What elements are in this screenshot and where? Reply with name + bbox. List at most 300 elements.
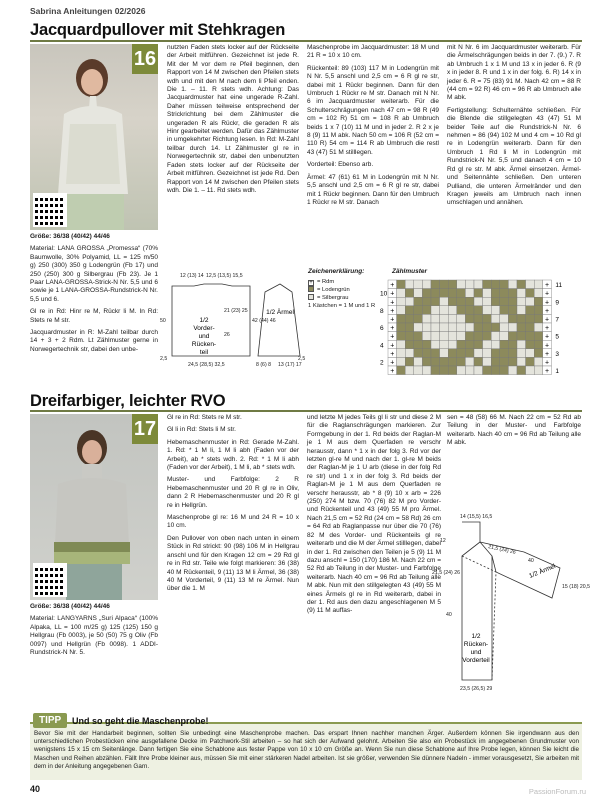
chart-cell xyxy=(474,306,483,315)
chart-cell xyxy=(465,280,474,289)
chart-cell xyxy=(534,314,543,323)
chart-cell xyxy=(414,366,423,375)
chart-cell xyxy=(397,366,406,375)
chart-cell xyxy=(414,306,423,315)
chart-cell xyxy=(526,340,535,349)
chart-cell xyxy=(397,349,406,358)
dim-hem2: 2,5 xyxy=(298,356,306,362)
article1-col2 xyxy=(167,44,299,199)
chart-cell xyxy=(397,306,406,315)
chart-cell xyxy=(448,323,457,332)
raglan-text: und letzte M jedes Teils gl li str und diese 2 M für die Raglanschrägungen markieren. Zur Formgebung in der 1. Rd beids der Raglan-M je 1 M aus dem Querfaden re verschr herausstr, dann * 1 x in der folg 3. Rd vor der letzten gl-re M und nach der 1. gl-re M beids der Raglan-M je 1 U arb (diese in der folg Rd re str) und 1 x in der folg 3. Rd beids der Raglan-M je 1 M aus dem Querfaden re verschr herausstr, ab * 8 (9) 10 x arb = 226 (250) 274 M bzw. 70 (76) 82 M pro Vorder- und Rückenteil und 43 (49) 55 M pro Ärmel. Nach 21,5 cm = 52 Rd (24 cm = 58 Rd) 26 cm = 64 Rd ab Raglanpasse nur über die 70 (76) 82 M des Vorder- und Rückenteils gl re weiterarb und die M der Ärmel stilllegen, dabei in der 1. Rd zwischen den Teilen je 5 (9) 11 M dazu anschl = 150 (170) 186 M. Nach 22 cm = 52 Rd ab Teilung in der Muster- und Farbfolge weiterarb. Nach 40 cm = 96 Rd ab Teilung alle M abk. Nun mit den stillgelegten 43 (49) 55 M eines Ärmels gl re in Rd weiterarb, dabei in der 1. Rd aus den dazu angeschlagenen M 5 (9) 11 M auffas- xyxy=(307,414,441,615)
chart-cell xyxy=(448,280,457,289)
legend-title: Zeichenerklärung: xyxy=(308,268,365,275)
chart-cell xyxy=(483,297,492,306)
instructions-text: Den Pullover von oben nach unten in einem Stück in Rd strickt: 90 (98) 106 M in Hellgrau anschl und für den Kragen 12 cm = 29 Rd gl re in Rd str. Teile wie folgt markieren: 36 (38) 40 M Rückenteil, 9 (11) 13 M li Ärmel, 36 (38) 40 M Vorderteil, 9 (11) 13 M re Ärmel. Nun über die 1. M xyxy=(167,534,299,593)
rdm-mark: + xyxy=(390,307,395,315)
chart-cell xyxy=(534,357,543,366)
chart-cell xyxy=(440,323,449,332)
chart-cell xyxy=(440,357,449,366)
chart-cell xyxy=(517,366,526,375)
article1-col1 xyxy=(30,233,158,358)
row-label: 4 xyxy=(380,342,384,350)
rdm-mark: + xyxy=(545,342,550,350)
chart-cell xyxy=(422,357,431,366)
rdm-mark: + xyxy=(545,333,550,341)
dim2-raglan-r: 21,5 (24) 26 xyxy=(487,544,517,556)
article2-rule xyxy=(30,410,582,412)
chart-cell xyxy=(465,289,474,298)
chart-cell xyxy=(457,357,466,366)
dim2-sleeve-len: 40 xyxy=(528,558,534,564)
chart-cell xyxy=(500,314,509,323)
chart-cell xyxy=(517,314,526,323)
article2-col1 xyxy=(30,603,158,661)
chart-cell xyxy=(483,314,492,323)
chart-cell xyxy=(491,349,500,358)
chart-cell xyxy=(500,332,509,341)
dim-height: 26 xyxy=(224,332,230,338)
chart-cell xyxy=(414,314,423,323)
gl-re-rd: Gl re in Rd: Stets re M str. xyxy=(167,414,242,421)
chart-cell xyxy=(440,340,449,349)
chart-cell xyxy=(474,366,483,375)
chart-cell xyxy=(483,280,492,289)
legend-rdm-swatch: + xyxy=(309,280,313,286)
chart-cell xyxy=(483,306,492,315)
dim2-body-h: 40 xyxy=(446,612,452,618)
chart-cell xyxy=(508,323,517,332)
chart-cell xyxy=(457,314,466,323)
dim-width: 50 xyxy=(160,318,166,324)
chart-cell xyxy=(474,297,483,306)
gauge-text: Maschenprobe im Jacquardmuster: 18 M und 21 R = 10 x 10 cm. xyxy=(307,44,439,60)
chart-cell xyxy=(474,323,483,332)
chart-cell xyxy=(397,314,406,323)
chart-cell xyxy=(500,340,509,349)
sizes-text: Größe: 36/38 (40/42) 44/46 xyxy=(30,233,110,240)
chart-cell xyxy=(457,332,466,341)
chart-cell xyxy=(474,289,483,298)
chart-cell xyxy=(431,366,440,375)
schematic1-body-label5: teil xyxy=(199,349,209,356)
chart-cell xyxy=(457,366,466,375)
rdm-mark: + xyxy=(390,350,395,358)
qr-code-icon[interactable] xyxy=(33,193,67,227)
chart-cell xyxy=(491,323,500,332)
chart-cell xyxy=(500,289,509,298)
chart-cell xyxy=(405,323,414,332)
chart-cell xyxy=(526,332,535,341)
row-label: 10 xyxy=(380,290,388,298)
chart-cell xyxy=(457,349,466,358)
chart-cell xyxy=(491,366,500,375)
chart-cell xyxy=(534,366,543,375)
chart-cell xyxy=(405,297,414,306)
row-label: 6 xyxy=(380,325,384,333)
row-label: 7 xyxy=(555,316,560,324)
dim-shoulder: 12 (13) 14 xyxy=(180,273,204,279)
legend-silver: = Silbergrau xyxy=(308,294,375,302)
rdm-mark: + xyxy=(545,350,550,358)
schematic1-body-label4: Rücken- xyxy=(191,341,217,348)
sleeve2-text: sen = 48 (58) 66 M. Nach 22 cm = 52 Rd ab Teilung in der Muster- und Farbfolge weiterarb. Nach 40 cm = 96 Rd ab Teilung alle M abk. xyxy=(447,414,581,447)
chart-cell xyxy=(508,314,517,323)
chart-cell xyxy=(508,289,517,298)
chart-cell xyxy=(448,306,457,315)
chart-cell xyxy=(517,332,526,341)
chart-cell xyxy=(448,314,457,323)
tip-tag: TIPP xyxy=(33,713,67,728)
chart-cell xyxy=(474,280,483,289)
chart-cell xyxy=(508,297,517,306)
chart-cell xyxy=(431,349,440,358)
chart-cell xyxy=(440,349,449,358)
chart-cell xyxy=(448,349,457,358)
chart-cell xyxy=(508,340,517,349)
pattern-number-badge-2: 17 xyxy=(132,414,158,444)
chart-cell xyxy=(457,323,466,332)
chart-cell xyxy=(526,306,535,315)
article2-col4 xyxy=(447,414,581,452)
chart-cell xyxy=(517,357,526,366)
schematic2-body-label: 1/2 xyxy=(471,633,481,640)
dim-hem1: 2,5 xyxy=(160,356,168,362)
chart-cell xyxy=(526,280,535,289)
chart-cell xyxy=(500,297,509,306)
chart-cell xyxy=(465,306,474,315)
chart-cell xyxy=(483,366,492,375)
chart-cell xyxy=(448,289,457,298)
chart-cell xyxy=(431,297,440,306)
dim-sleeve-bot2: 13 (17) 17 xyxy=(278,362,302,368)
rdm-mark: + xyxy=(545,307,550,315)
rdm-mark: + xyxy=(390,342,395,350)
legend-silver-swatch xyxy=(308,294,314,300)
chart-cell xyxy=(526,314,535,323)
chart-cell xyxy=(422,306,431,315)
chart-cell xyxy=(440,366,449,375)
rdm-mark: + xyxy=(390,368,395,376)
chart-cell xyxy=(483,289,492,298)
sizes2-text: Größe: 36/38 (40/42) 44/46 xyxy=(30,603,110,610)
chart-cell xyxy=(422,289,431,298)
dim-sleeve-bot: 8 (6) 8 xyxy=(256,362,271,368)
qr-code-icon-2[interactable] xyxy=(33,563,67,597)
chart-cell xyxy=(534,332,543,341)
chart-cell xyxy=(431,340,440,349)
chart-cell xyxy=(483,357,492,366)
chart-cell xyxy=(431,332,440,341)
chart-cell xyxy=(440,332,449,341)
article2-photo xyxy=(30,414,158,600)
rdm-mark: + xyxy=(545,290,550,298)
chart-cell xyxy=(465,297,474,306)
page-number: 40 xyxy=(30,784,41,794)
chart-cell xyxy=(422,366,431,375)
chart-cell xyxy=(440,280,449,289)
jacquard-chart xyxy=(378,278,578,376)
chart-cell xyxy=(448,357,457,366)
chart-cell xyxy=(405,332,414,341)
rdm-mark: + xyxy=(390,359,395,367)
schematic2-sleeve-label: 1/2 Ärmel xyxy=(528,562,557,580)
dim2-neck: 12 xyxy=(440,538,446,544)
chart-cell xyxy=(448,297,457,306)
chart-cell xyxy=(405,314,414,323)
chart-cell xyxy=(431,306,440,315)
article1-col4 xyxy=(447,44,581,212)
chart-cell xyxy=(405,340,414,349)
dim-sleeve-len: 42 (44) 46 xyxy=(252,318,276,324)
chart-cell xyxy=(422,340,431,349)
chart-cell xyxy=(517,306,526,315)
chart-cell xyxy=(431,289,440,298)
article1-title: Jacquardpullover mit Stehkragen xyxy=(30,21,286,39)
chart-cell xyxy=(534,340,543,349)
chart-cell xyxy=(517,289,526,298)
material-text: Material: LANA GROSSA „Promessa“ (70% Baumwolle, 30% Polyamid, LL = 125 m/50 g) 250 (300) 350 g Lodengrün (Fb 17) und 250 (250) 300 g Silbergrau (Fb 23). Je 1 Paar LANA-GROSSA-Strick-N Nr. 5,5 und 6 sowie je 1 LANA-GROSSA-Rundstrick-N Nr. 5,5 und 6. xyxy=(30,245,158,303)
chart-cell xyxy=(534,349,543,358)
legend-rdm: + = Rdm xyxy=(309,279,335,286)
chart-cell xyxy=(508,349,517,358)
chart-cell xyxy=(405,306,414,315)
dim2-raglan: 21,5 (24) 26 xyxy=(432,570,460,576)
back-text: Rückenteil: 89 (103) 117 M in Lodengrün mit N Nr. 5,5 anschl und 2,5 cm = 6 R gl re str, dabei mit 1 Rückr beginnen. Dann für den Umbruch 1 Rückr re M str. Danach mit N Nr. 6 im Jacquardmuster weiterarb. Für die Schulterschrägungen nach 47 cm = 98 R (49 cm = 102 R) 51 cm = 108 R ab Umbruch beids 1 x 7 (10) 11 M und in jeder 2. R 2 x je 8 (9) 11 M abk. Nach 50 cm = 106 R (52 cm = 110 R) 54 cm = 114 R ab Umbruch die restl 43 (47) 51 M stilllegen. xyxy=(307,64,439,156)
chart-cell xyxy=(397,280,406,289)
chart-cell xyxy=(500,366,509,375)
chart-cell xyxy=(500,349,509,358)
article1-rule xyxy=(30,40,582,42)
legend-loden: = Lodengrün xyxy=(308,286,375,294)
chart-cell xyxy=(397,323,406,332)
chart-cell xyxy=(491,297,500,306)
chart-cell xyxy=(414,289,423,298)
chart-cell xyxy=(474,314,483,323)
chart-cell xyxy=(457,297,466,306)
row-label: 8 xyxy=(380,307,384,315)
chart-cell xyxy=(483,323,492,332)
chart-label: Zählmuster xyxy=(392,268,428,275)
chart-cell xyxy=(491,340,500,349)
dim2-cuff: 15 (18) 20,5 xyxy=(562,584,590,590)
chart-cell xyxy=(508,366,517,375)
chart-cell xyxy=(534,289,543,298)
chart-cell xyxy=(465,314,474,323)
chart-cell xyxy=(483,349,492,358)
chart-cell xyxy=(517,297,526,306)
chart-cell xyxy=(448,332,457,341)
finishing-text: Fertigstellung: Schulternähte schließen. Für die Blende die stillgelegten 43 (47) 51 M beider Teile auf die Rundstrick-N Nr. 6 nehmen = 86 (94) 102 M und 4 cm = 10 Rd gl re in Lodengrün weiterarb. Dann für den Umbruch 1 Rd li M in Lodengrün mit Rundstrick-N Nr. 5,5 und danach 4 cm = 10 Rd gl re str. M abk. Ärmel einsetzen. Ärmel- und Seitennähte schließen. Den unteren Pulliand, die unteren Ärmelränder und den Kragen jeweils am Umbruch nach innen umschlagen und annähen. xyxy=(447,106,581,207)
schematic2-body-label2: Rücken- xyxy=(463,641,489,648)
chart-cell xyxy=(414,340,423,349)
chart-cell xyxy=(526,297,535,306)
chart-cell xyxy=(534,280,543,289)
jacquard-text: Jacquardmuster in R: M-Zahl teilbar durch 14 + 3 + 2 Rdm. Lt Zählmuster gerne in Norwegertechnik str, dabei den unbe- xyxy=(30,329,158,353)
chart-cell xyxy=(414,357,423,366)
legend-loden-swatch xyxy=(308,286,314,292)
chart-cell xyxy=(483,340,492,349)
chart-cell xyxy=(491,332,500,341)
chart-cell xyxy=(465,357,474,366)
row-label: 9 xyxy=(555,299,560,307)
chart-cell xyxy=(465,340,474,349)
row-label: 2 xyxy=(380,359,384,367)
chart-cell xyxy=(422,349,431,358)
rdm-mark: + xyxy=(390,325,395,333)
schematic1-body-label3: und xyxy=(198,333,210,340)
slip-stitch-text: Hebemaschenmuster in Rd: Gerade M-Zahl. 1. Rd: * 1 M li, 1 M li abh (Faden vor der Arbeit), ab * stets wdh. 2. Rd: * 1 M li abh (Faden vor der Arbeit), 1 M li, ab * stets wdh. xyxy=(167,438,299,472)
chart-cell xyxy=(440,297,449,306)
dim-armhole: 21 (23) 25 xyxy=(224,308,248,314)
material2-text: Material: LANGYARNS „Suri Alpaca“ (100% Alpaka, LL = 100 m/25 g) 125 (125) 150 g Hellgrau (Fb 0003), je 50 (50) 75 g Oliv (Fb 0097) und Hellgrün (Fb 0098). 1 ADDI-Rundstrick-N Nr. 5. xyxy=(30,615,158,657)
tip-heading: Und so geht die Maschenprobe! xyxy=(72,716,209,726)
chart-cell xyxy=(457,280,466,289)
chart-cell xyxy=(422,280,431,289)
legend-note: 1 Kästchen = 1 M und 1 R xyxy=(308,303,376,309)
chart-cell xyxy=(500,357,509,366)
gl-li-rd: Gl li in Rd: Stets li M str. xyxy=(167,426,236,434)
chart-cell xyxy=(517,280,526,289)
chart-cell xyxy=(431,323,440,332)
chart-cell xyxy=(414,349,423,358)
row-label: 11 xyxy=(555,282,563,290)
article1-col3 xyxy=(307,44,439,211)
chart-cell xyxy=(491,314,500,323)
sleeve-text-cont: mit N Nr. 6 im Jacquardmuster weiterarb. Für die Ärmelschrägungen beids in der 7. (9.) 7. R ab Umbruch 1 x 1 M und 13 x in jeder 6. R (9 x in jeder 8. R und 1 x in der folg. 6. R) 14 x in jeder 6. R = 75 (83) 91 M. Nach 42 cm = 88 R (44 cm = 92 R) 46 cm = 96 R ab Umbruch alle M abk. xyxy=(447,44,581,102)
chart-cell xyxy=(491,306,500,315)
chart-cell xyxy=(414,297,423,306)
chart-cell xyxy=(457,306,466,315)
legend xyxy=(308,268,375,310)
chart-cell xyxy=(405,349,414,358)
rdm-mark: + xyxy=(545,325,550,333)
article1-photo xyxy=(30,44,158,230)
chart-cell xyxy=(491,289,500,298)
chart-cell xyxy=(491,357,500,366)
chart-cell xyxy=(517,349,526,358)
chart-cell xyxy=(431,357,440,366)
chart-cell xyxy=(491,280,500,289)
chart-cell xyxy=(500,280,509,289)
chart-cell xyxy=(431,314,440,323)
chart-cell xyxy=(508,357,517,366)
rdm-mark: + xyxy=(390,290,395,298)
jacquard-text-cont: nutzten Faden stets locker auf der Rückseite der Arbeit mitführen. Gezeichnet ist jede R. Mit der M vor dem re Pfeil beginnen, den Rapport von 14 M zwischen den Pfeilen stets wdh und mit den M nach dem li Pfeil enden. Die 1. – 11. R stets wdh. Achtung: Das Jacquardmuster hat eine ungerade R-Zahl. Daher müssen teilweise entsprechend der Strickrichtung bei dem Zählmuster die ungeraden R als Rückr, die geraden R als Hinr gearbeitet werden. Dafür das Zählmuster in umgekehrter Richtung lesen. In Rd: M-Zahl teilbar durch 14. Lt Zählmuster gl re in Norwegertechnik str, dabei den unbenutzten Faden stets locker auf der Rückseite der Arbeit mitführen. Gezeichnet ist jede Rd. Den Rapport von 14 M zwischen den Pfeilen stets wdh. Die 1. – 11. Rd stets wdh. xyxy=(167,44,299,194)
sleeve-text: Ärmel: 47 (61) 61 M in Lodengrün mit N Nr. 5,5 anschl und 2,5 cm = 6 R gl re str, dabei mit 1 Rückr beginnen. Dann für den Umbruch 1 Rückr re M str. Danach xyxy=(307,173,439,206)
chart-cell xyxy=(405,366,414,375)
chart-cell xyxy=(405,357,414,366)
article2-col3 xyxy=(307,414,441,620)
chart-cell xyxy=(422,297,431,306)
chart-cell xyxy=(534,306,543,315)
chart-cell xyxy=(534,297,543,306)
rdm-mark: + xyxy=(545,282,550,290)
chart-cell xyxy=(414,332,423,341)
chart-cell xyxy=(440,289,449,298)
chart-cell xyxy=(500,306,509,315)
watermark: PassionForum.ru xyxy=(528,787,586,796)
chart-cell xyxy=(526,289,535,298)
article2-col2 xyxy=(167,414,299,598)
rdm-mark: + xyxy=(390,282,395,290)
chart-cell xyxy=(448,366,457,375)
row-label: 3 xyxy=(555,350,560,358)
chart-cell xyxy=(397,297,406,306)
chart-cell xyxy=(517,323,526,332)
rdm-mark: + xyxy=(390,299,395,307)
chart-cell xyxy=(405,280,414,289)
rdm-mark: + xyxy=(545,368,550,376)
chart-cell xyxy=(534,323,543,332)
chart-cell xyxy=(397,357,406,366)
gl-re-text: Gl re in Rd: Hinr re M, Rückr li M. In Rd: Stets re M str. xyxy=(30,308,158,324)
front-text: Vorderteil: Ebenso arb. xyxy=(307,161,374,169)
chart-cell xyxy=(431,280,440,289)
rdm-mark: + xyxy=(545,316,550,324)
rdm-mark: + xyxy=(390,333,395,341)
chart-cell xyxy=(526,357,535,366)
dim2-top: 14 (15,5) 16,5 xyxy=(460,514,493,520)
article2-title: Dreifarbiger, leichter RVO xyxy=(30,392,226,410)
rdm-mark: + xyxy=(390,316,395,324)
chart-cell xyxy=(474,332,483,341)
dim-neck: 12,5 (13,5) 15,5 xyxy=(206,273,243,279)
schematic1-sleeve-label: 1/2 Ärmel xyxy=(266,309,294,316)
row-label: 5 xyxy=(555,333,560,341)
chart-cell xyxy=(500,323,509,332)
schematic-body-sleeve xyxy=(160,272,308,384)
chart-cell xyxy=(508,332,517,341)
rdm-mark: + xyxy=(545,299,550,307)
chart-cell xyxy=(508,280,517,289)
chart-cell xyxy=(440,306,449,315)
chart-cell xyxy=(414,323,423,332)
chart-cell xyxy=(422,314,431,323)
chart-cell xyxy=(526,366,535,375)
schematic2-body-label3: und xyxy=(470,649,482,656)
rdm-mark: + xyxy=(545,359,550,367)
chart-cell xyxy=(465,332,474,341)
chart-cell xyxy=(517,340,526,349)
chart-cell xyxy=(465,323,474,332)
chart-cell xyxy=(526,323,535,332)
chart-cell xyxy=(526,349,535,358)
tip-text: Bevor Sie mit der Handarbeit beginnen, sollten Sie unbedingt eine Maschenprobe machen. Das erspart Ihnen nachher manchen Ärger. Außerdem können Sie irgendwann aus den unterschiedlichen Probestücken eine ausgefallene Decke im Patchwork-Stil arbeiten – so hat sich der Aufwand gelohnt. Arbeiten Sie also ein Probestück im angegebenen Grundmuster von wenigstens 15 x 15 cm Seitenlänge. Dann fertigen Sie eine Schablone aus fester Pappe von 10 x 10 cm Größe an. Wenn Sie nun diese Schablone auf Ihre Probe legen, können Sie leicht die Maschen und Reihen abzählen. Fällt Ihre Probe kleiner aus, müssen Sie mit einer stärkeren Nadel arbeiten. Ist sie größer, verwenden Sie dünnere Nadeln - immer vorausgesetzt, Sie arbeiten mit dem in der Anleitung angegebenen Garn. xyxy=(34,730,579,770)
chart-cell xyxy=(422,332,431,341)
chart-cell xyxy=(474,349,483,358)
chart-cell xyxy=(422,323,431,332)
chart-cell xyxy=(397,289,406,298)
chart-cell xyxy=(405,289,414,298)
dim-bottom: 24,5 (28,5) 32,5 xyxy=(188,362,225,368)
chart-cell xyxy=(465,349,474,358)
schematic-raglan xyxy=(432,512,590,708)
chart-cell xyxy=(397,332,406,341)
row-label: 1 xyxy=(555,368,560,376)
pattern-number-badge: 16 xyxy=(132,44,158,74)
chart-cell xyxy=(397,340,406,349)
chart-cell xyxy=(440,314,449,323)
gauge2-text: Maschenprobe gl re: 16 M und 24 R = 10 x 10 cm. xyxy=(167,514,299,530)
chart-cell xyxy=(457,340,466,349)
schematic2-body-label4: Vorderteil xyxy=(462,657,490,664)
chart-cell xyxy=(465,366,474,375)
chart-cell xyxy=(457,289,466,298)
chart-cell xyxy=(474,357,483,366)
color-sequence-text: Muster- und Farbfolge: 2 R Hebemaschenmuster und 20 R gl re in Oliv, dann 2 R Hebemaschenmuster und 20 R gl re in Hellgrün. xyxy=(167,476,299,509)
schematic1-body-label: 1/2 xyxy=(199,317,209,324)
